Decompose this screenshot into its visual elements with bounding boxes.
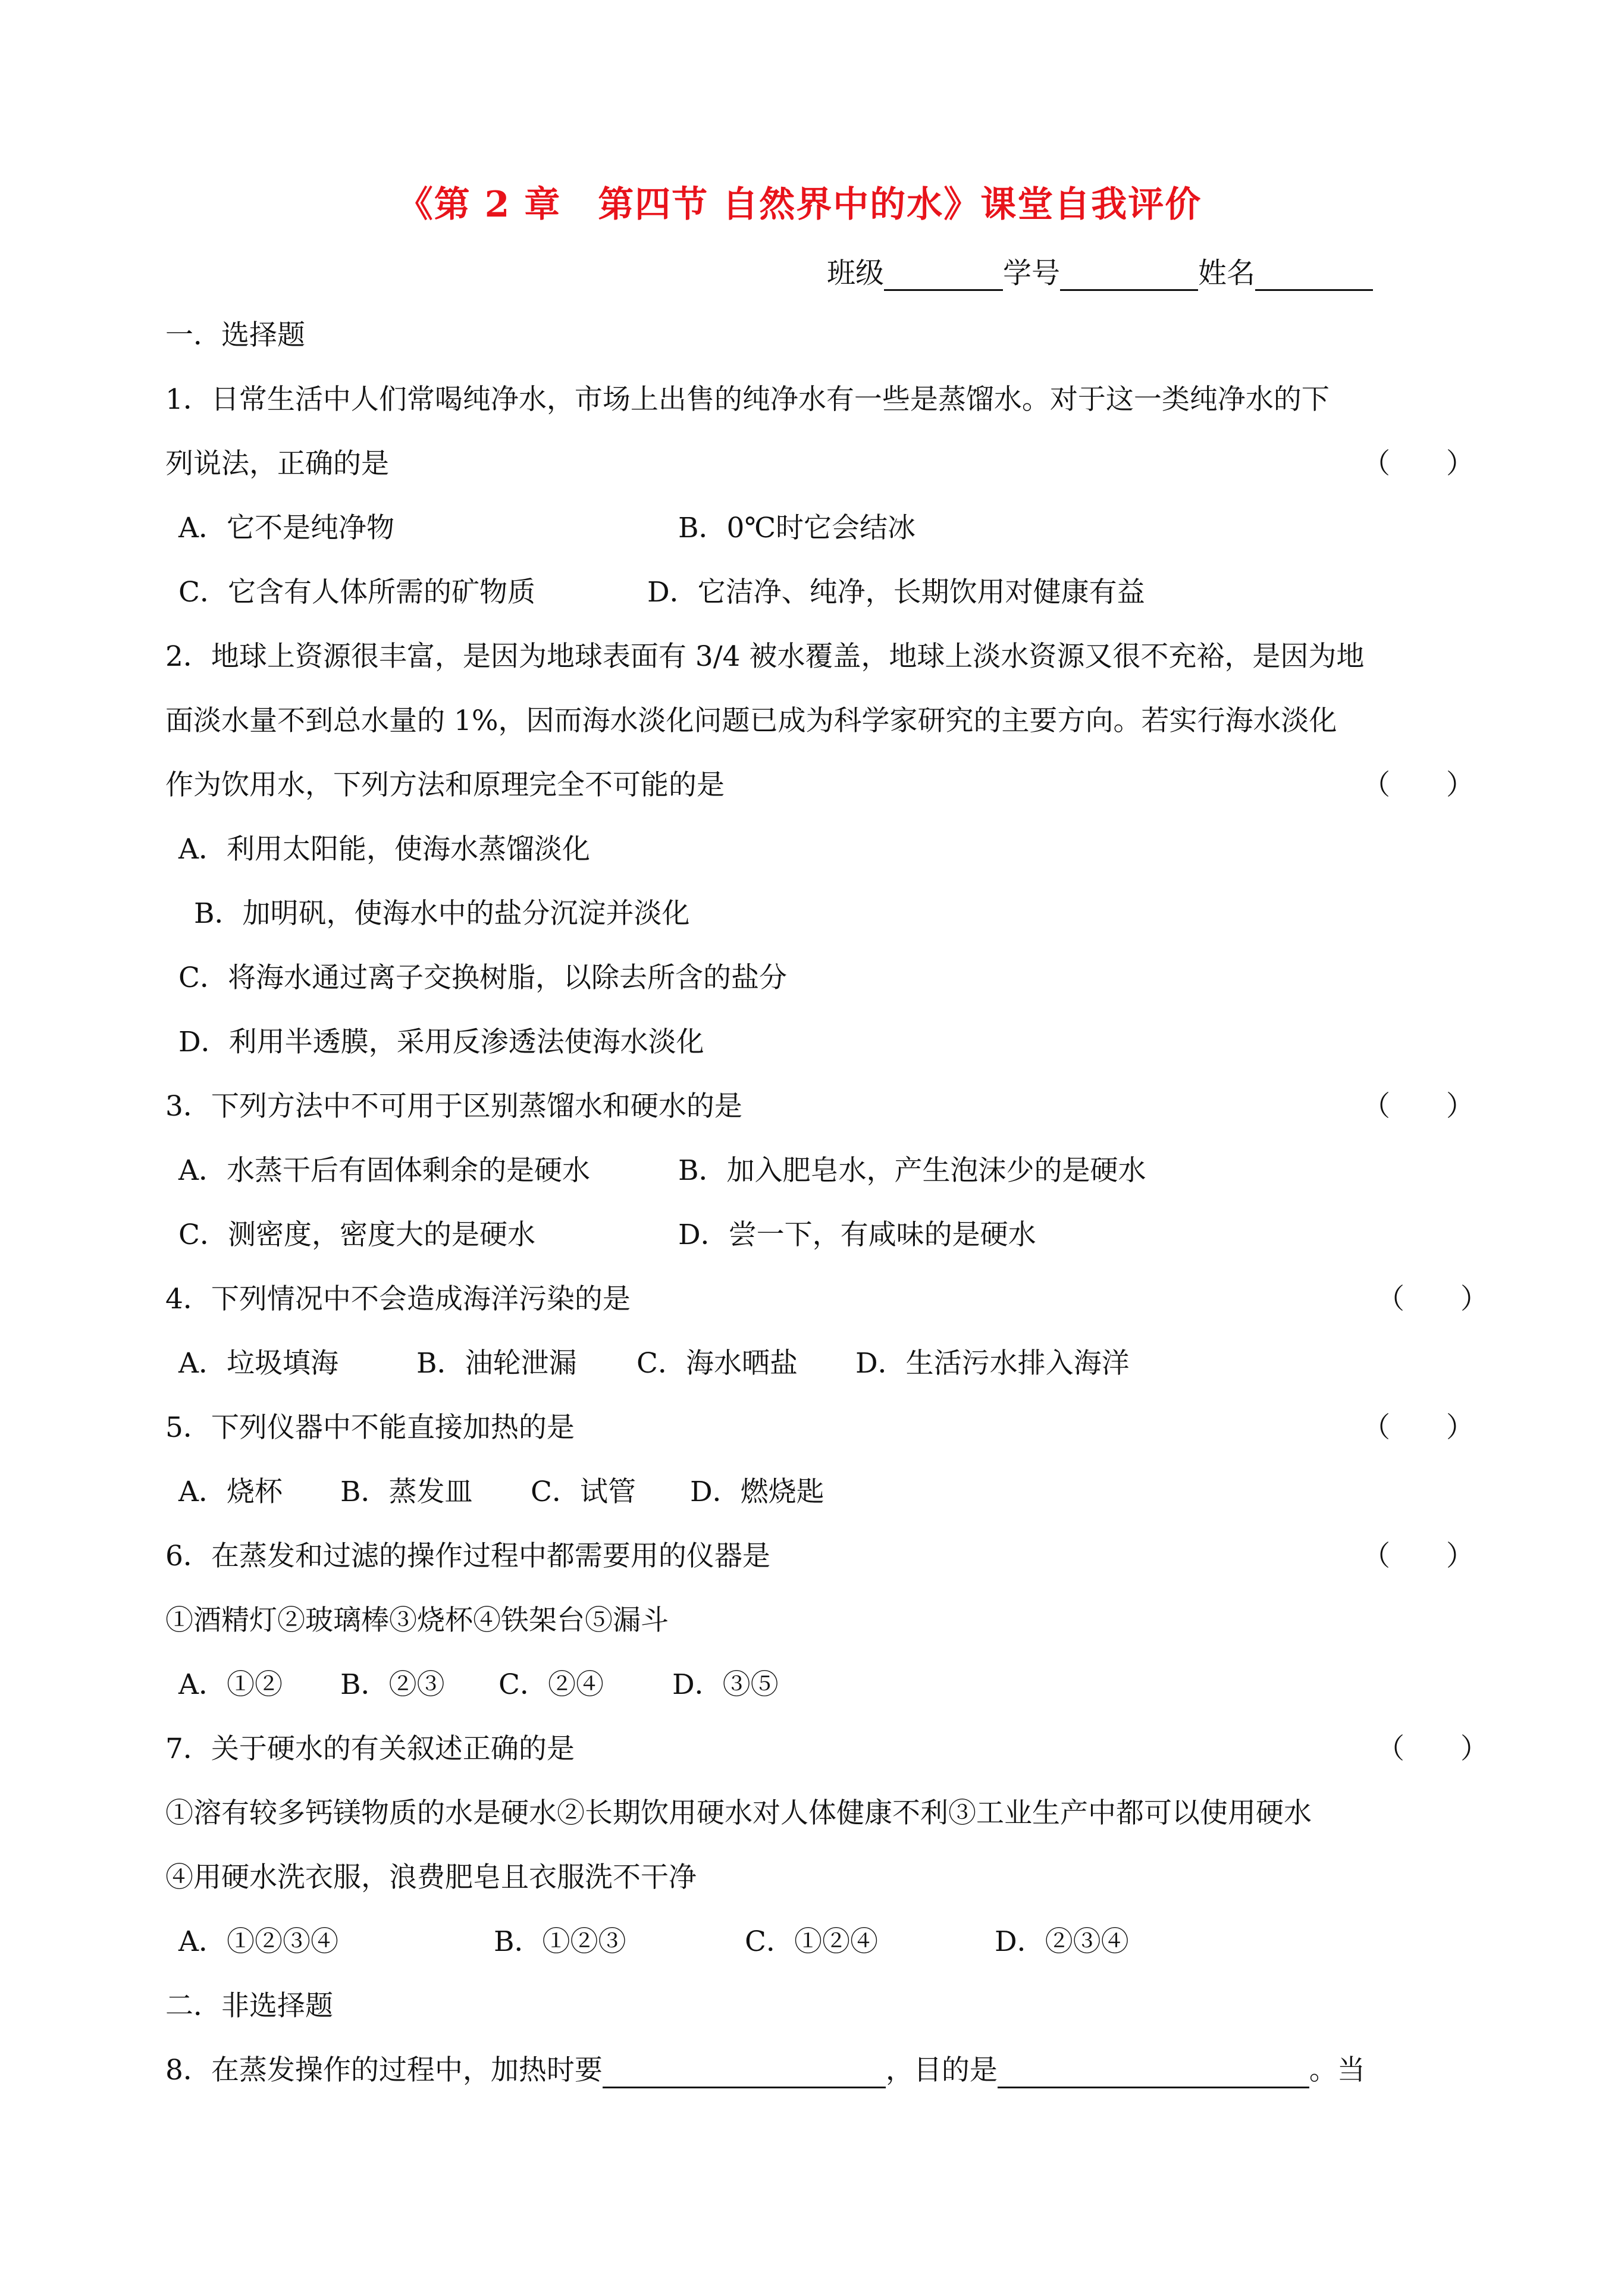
answer-paren-5[interactable]: （ ） bbox=[1362, 1411, 1474, 1444]
option-a[interactable]: A．水蒸干后有固体剩余的是硬水 bbox=[178, 1154, 590, 1187]
name-blank[interactable] bbox=[1255, 261, 1373, 291]
question-2-line-2: 面淡水量不到总水量的 1%，因而海水淡化问题已成为科学家研究的主要方向。若实行海水淡化 bbox=[165, 704, 1337, 737]
option-b[interactable]: B．油轮泄漏 bbox=[416, 1347, 577, 1380]
question-8-text-1: 8．在蒸发操作的过程中，加热时要 bbox=[165, 2054, 603, 2087]
question-8-blank-2[interactable] bbox=[998, 2056, 1309, 2088]
option-c[interactable]: C．将海水通过离子交换树脂，以除去所含的盐分 bbox=[178, 961, 787, 994]
option-a[interactable]: A．它不是纯净物 bbox=[178, 512, 394, 544]
question-7-line-1: 7．关于硬水的有关叙述正确的是 bbox=[165, 1733, 575, 1765]
option-b[interactable]: B．0℃时它会结冰 bbox=[678, 512, 916, 544]
student-info bbox=[827, 250, 1373, 291]
option-c[interactable]: C．测密度，密度大的是硬水 bbox=[178, 1219, 535, 1251]
option-c[interactable]: C．②④ bbox=[498, 1668, 604, 1701]
option-a[interactable]: A．①②③④ bbox=[178, 1925, 338, 1958]
id-blank[interactable] bbox=[1060, 261, 1198, 291]
option-b[interactable]: B．加入肥皂水，产生泡沫少的是硬水 bbox=[678, 1154, 1146, 1187]
question-4-line-1: 4．下列情况中不会造成海洋污染的是 bbox=[165, 1283, 631, 1315]
answer-paren-4[interactable]: （ ） bbox=[1377, 1283, 1488, 1315]
class-blank[interactable] bbox=[884, 261, 1003, 291]
option-d[interactable]: D．它洁净、纯净，长期饮用对健康有益 bbox=[647, 576, 1145, 609]
option-b[interactable]: B．①②③ bbox=[494, 1925, 626, 1958]
answer-paren-3[interactable]: （ ） bbox=[1362, 1090, 1474, 1123]
option-a[interactable]: A．垃圾填海 bbox=[178, 1347, 338, 1380]
answer-paren-1[interactable]: （ ） bbox=[1362, 447, 1474, 480]
option-b[interactable]: B．②③ bbox=[340, 1668, 445, 1701]
option-d[interactable]: D．③⑤ bbox=[672, 1668, 779, 1701]
page-title: 《第 2 章 第四节 自然界中的水》课堂自我评价 bbox=[397, 184, 1202, 225]
option-b[interactable]: B．加明矾，使海水中的盐分沉淀并淡化 bbox=[194, 897, 690, 930]
question-6-line-1: 6．在蒸发和过滤的操作过程中都需要用的仪器是 bbox=[165, 1540, 770, 1573]
option-c[interactable]: C．①②④ bbox=[745, 1925, 878, 1958]
class-label: 班级 bbox=[827, 256, 885, 290]
answer-paren-6[interactable]: （ ） bbox=[1362, 1540, 1474, 1573]
option-d[interactable]: D．②③④ bbox=[995, 1925, 1129, 1958]
question-1-line-2: 列说法，正确的是 bbox=[165, 447, 389, 480]
question-2-line-3: 作为饮用水，下列方法和原理完全不可能的是 bbox=[165, 769, 725, 801]
question-8-line-1 bbox=[165, 2053, 1365, 2088]
option-b[interactable]: B．蒸发皿 bbox=[340, 1476, 473, 1508]
option-c[interactable]: C．海水晒盐 bbox=[637, 1347, 798, 1380]
option-a[interactable]: A．利用太阳能，使海水蒸馏淡化 bbox=[178, 833, 590, 866]
question-7-items-2: ④用硬水洗衣服，浪费肥皂且衣服洗不干净 bbox=[165, 1861, 697, 1894]
question-8-text-2: ，目的是 bbox=[885, 2054, 998, 2087]
answer-paren-7[interactable]: （ ） bbox=[1377, 1733, 1488, 1765]
question-3-line-1: 3．下列方法中不可用于区别蒸馏水和硬水的是 bbox=[165, 1090, 742, 1123]
section-heading-nonchoice: 二．非选择题 bbox=[165, 1990, 333, 2022]
option-a[interactable]: A．烧杯 bbox=[178, 1476, 283, 1508]
option-d[interactable]: D．尝一下，有咸味的是硬水 bbox=[678, 1219, 1036, 1251]
section-heading-choice: 一．选择题 bbox=[165, 319, 305, 352]
question-1-line-1: 1．日常生活中人们常喝纯净水，市场上出售的纯净水有一些是蒸馏水。对于这一类纯净水的下 bbox=[165, 383, 1330, 416]
question-5-line-1: 5．下列仪器中不能直接加热的是 bbox=[165, 1411, 575, 1444]
option-a[interactable]: A．①② bbox=[178, 1668, 283, 1701]
question-2-line-1: 2．地球上资源很丰富，是因为地球表面有 3/4 被水覆盖，地球上淡水资源又很不充裕，是因为地 bbox=[165, 640, 1365, 673]
question-7-items-1: ①溶有较多钙镁物质的水是硬水②长期饮用硬水对人体健康不利③工业生产中都可以使用硬水 bbox=[165, 1797, 1312, 1830]
answer-paren-2[interactable]: （ ） bbox=[1362, 769, 1474, 801]
option-d[interactable]: D．生活污水排入海洋 bbox=[855, 1347, 1130, 1380]
option-c[interactable]: C．它含有人体所需的矿物质 bbox=[178, 576, 535, 609]
id-label: 学号 bbox=[1003, 256, 1061, 290]
option-c[interactable]: C．试管 bbox=[531, 1476, 636, 1508]
question-8-blank-1[interactable] bbox=[603, 2056, 886, 2088]
name-label: 姓名 bbox=[1198, 256, 1256, 290]
question-6-items: ①酒精灯②玻璃棒③烧杯④铁架台⑤漏斗 bbox=[165, 1604, 669, 1637]
option-d[interactable]: D．燃烧匙 bbox=[690, 1476, 824, 1508]
option-d[interactable]: D．利用半透膜，采用反渗透法使海水淡化 bbox=[178, 1026, 704, 1058]
question-8-text-3: 。当 bbox=[1309, 2054, 1365, 2087]
